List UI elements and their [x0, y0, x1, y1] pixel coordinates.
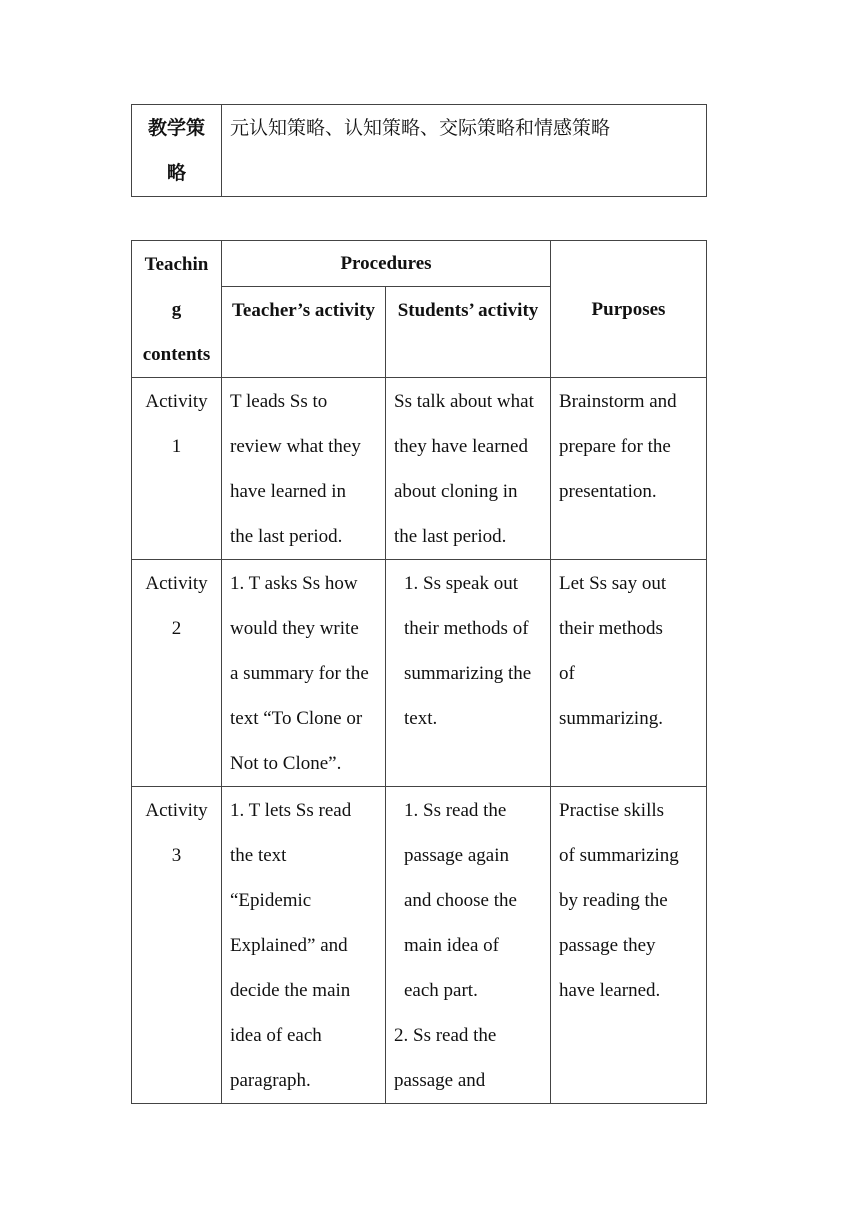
activity-label: Activity	[145, 391, 208, 412]
purpose-line: passage they	[559, 935, 656, 956]
activity-cell	[132, 560, 222, 787]
purpose-line: of summarizing	[559, 845, 679, 866]
teacher-activity-line: Not to Clone”.	[230, 753, 342, 774]
activity-number: 1	[171, 436, 182, 457]
purpose-line: summarizing.	[559, 708, 663, 729]
teacher-activity-line: a summary for the	[230, 663, 369, 684]
students-activity-line: text.	[404, 708, 438, 729]
purpose-line: have learned.	[559, 980, 661, 1001]
purpose-line: Let Ss say out	[559, 573, 667, 594]
purpose-cell	[551, 787, 707, 1104]
purpose-line: of	[559, 663, 575, 684]
teacher-activity-line: text “To Clone or	[230, 708, 363, 729]
strategy-row	[132, 105, 707, 197]
purpose-cell	[551, 560, 707, 787]
procedure-table	[131, 240, 707, 1104]
table-row	[132, 787, 707, 1104]
teaching-contents-header-line3: contents	[142, 344, 211, 365]
header-row-1	[132, 241, 707, 287]
teacher-activity-line: review what they	[230, 436, 361, 457]
purpose-cell	[551, 378, 707, 560]
teacher-activity-line: would they write	[230, 618, 359, 639]
activity-cell	[132, 378, 222, 560]
teaching-contents-header-line1: Teachin	[144, 254, 209, 275]
students-activity-cell	[386, 560, 551, 787]
students-activity-header-text: Students’ activity	[397, 300, 539, 321]
teachers-activity-header-text: Teacher’s activity	[232, 300, 375, 321]
purposes-header: Purposes	[551, 241, 707, 378]
teacher-activity-line: 1. T lets Ss read	[230, 800, 352, 821]
students-activity-line: main idea of	[404, 935, 499, 956]
teacher-activity-line: the text	[230, 845, 287, 866]
strategy-label-cell	[132, 105, 222, 197]
procedures-header: Procedures	[222, 241, 551, 287]
purpose-line: their methods	[559, 618, 663, 639]
activity-label: Activity	[145, 573, 208, 594]
activity-label: Activity	[145, 800, 208, 821]
teachers-activity-header	[222, 287, 386, 378]
students-activity-line: 1. Ss speak out	[404, 573, 518, 594]
teaching-strategy-table	[131, 104, 707, 197]
activity-number: 2	[171, 618, 182, 639]
purpose-line: prepare for the	[559, 436, 671, 457]
purpose-line: by reading the	[559, 890, 668, 911]
purpose-line: Brainstorm and	[559, 391, 677, 412]
students-activity-header	[386, 287, 551, 378]
teacher-activity-cell	[222, 560, 386, 787]
teacher-activity-line: 1. T asks Ss how	[230, 573, 358, 594]
teaching-contents-header	[132, 241, 222, 378]
students-activity-cell	[386, 787, 551, 1104]
strategy-value-cell	[222, 105, 707, 197]
activity-cell	[132, 787, 222, 1104]
teacher-activity-line: decide the main	[230, 980, 351, 1001]
teacher-activity-line: T leads Ss to	[230, 391, 328, 412]
table-row	[132, 378, 707, 560]
strategy-label-line2: 略	[166, 163, 186, 184]
students-activity-line: summarizing the	[404, 663, 532, 684]
teacher-activity-line: the last period.	[230, 526, 343, 547]
strategy-value: 元认知策略、认知策略、交际策略和情感策略	[230, 118, 611, 139]
students-activity-line: passage again	[404, 845, 509, 866]
activity-number: 3	[171, 845, 182, 866]
students-activity-line: they have learned	[394, 436, 528, 457]
students-activity-line: 2. Ss read the	[394, 1025, 497, 1046]
students-activity-cell	[386, 378, 551, 560]
students-activity-line: each part.	[404, 980, 478, 1001]
teacher-activity-cell	[222, 787, 386, 1104]
students-activity-line: and choose the	[404, 890, 517, 911]
students-activity-line: Ss talk about what	[394, 391, 534, 412]
teacher-activity-line: idea of each	[230, 1025, 322, 1046]
teacher-activity-line: “Epidemic	[230, 890, 312, 911]
students-activity-line: about cloning in	[394, 481, 518, 502]
teacher-activity-line: Explained” and	[230, 935, 348, 956]
students-activity-line: passage and	[394, 1070, 486, 1091]
purpose-line: Practise skills	[559, 800, 665, 821]
purpose-line: presentation.	[559, 481, 657, 502]
students-activity-line: 1. Ss read the	[404, 800, 507, 821]
strategy-label-line1: 教学策	[147, 118, 205, 139]
teaching-contents-header-line2: g	[171, 299, 182, 320]
teacher-activity-line: have learned in	[230, 481, 347, 502]
students-activity-line: the last period.	[394, 526, 507, 547]
students-activity-line: their methods of	[404, 618, 529, 639]
table-row	[132, 560, 707, 787]
teacher-activity-cell	[222, 378, 386, 560]
teacher-activity-line: paragraph.	[230, 1070, 311, 1091]
